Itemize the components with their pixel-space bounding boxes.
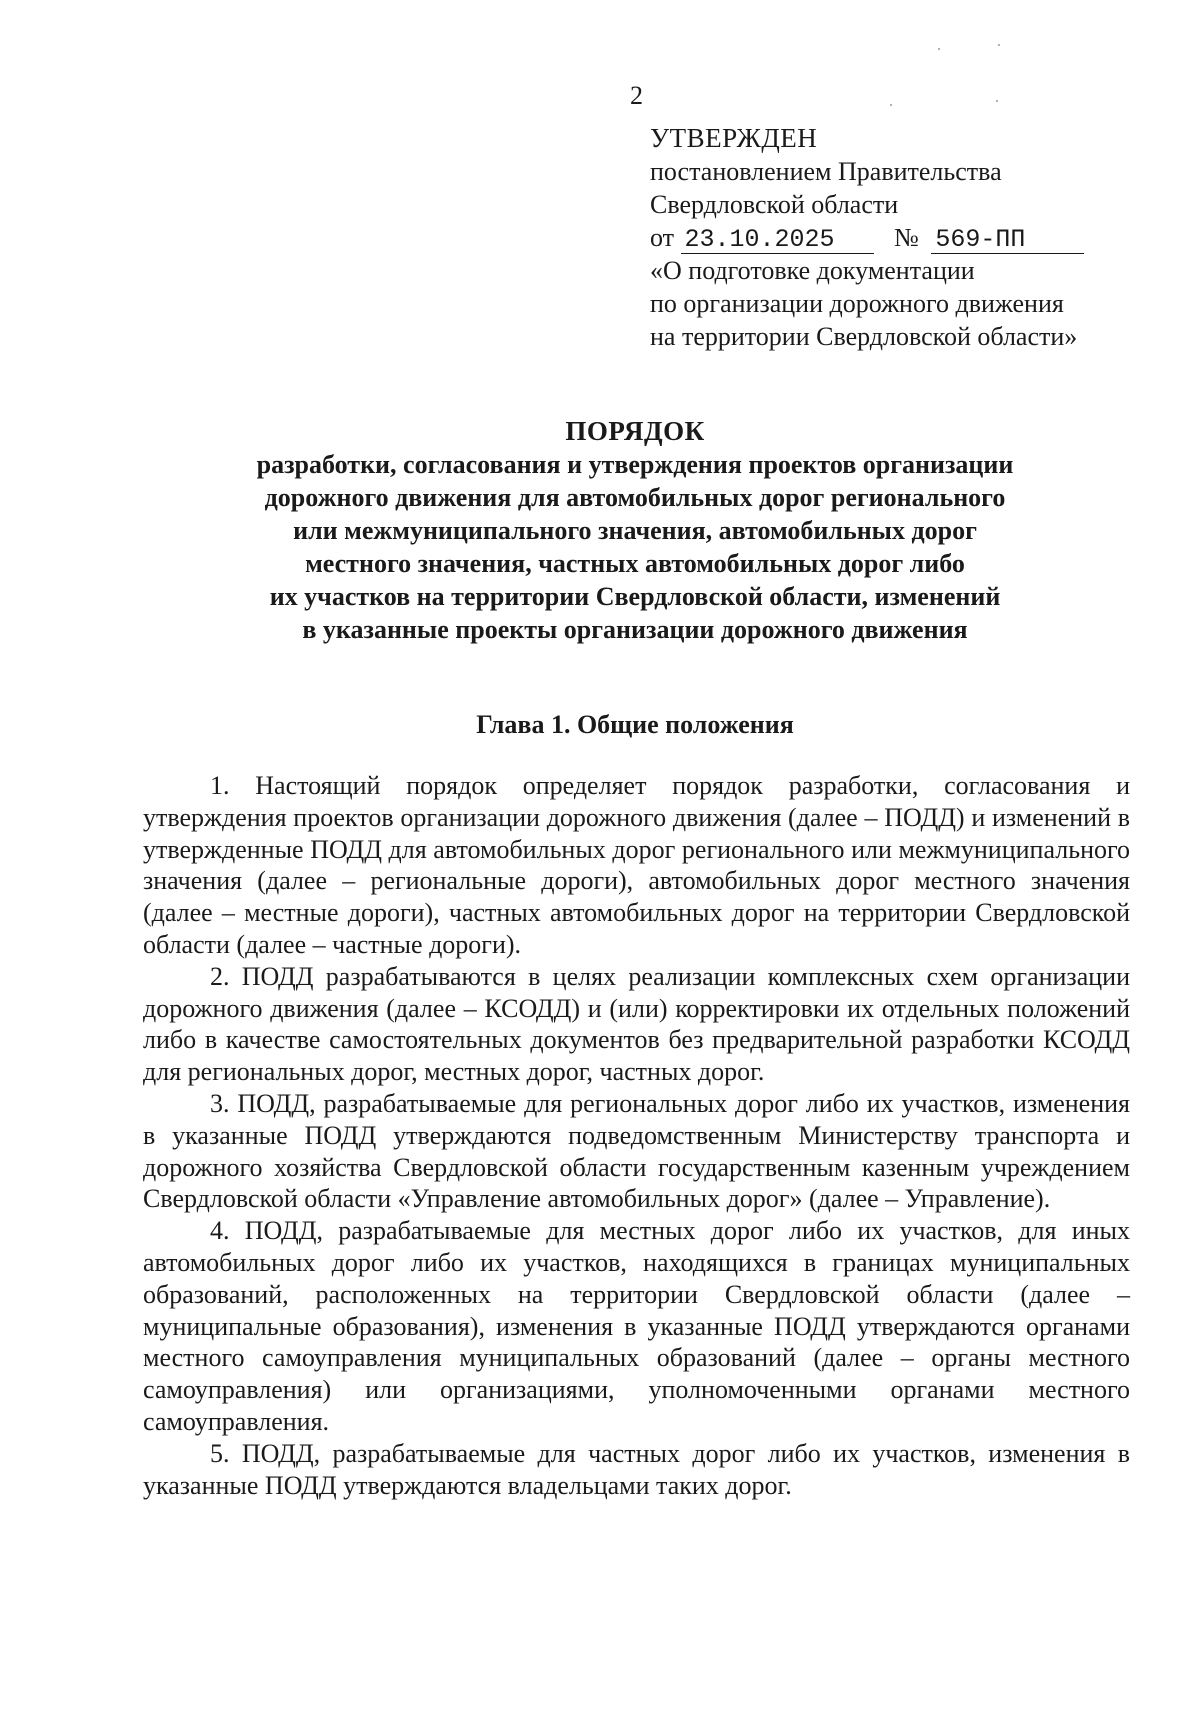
title-line: разработки, согласования и утверждения проектов организации — [256, 450, 1014, 479]
title-line: в указанные проекты организации дорожного движения — [302, 615, 968, 644]
approval-stamp — [650, 122, 1170, 353]
paragraph-4: 4. ПОДД, разрабатываемые для местных дорог либо их участков, для иных автомобильных дорог либо их участков, находящихся в границах муниципальных образований, расположенных на территории Свердловской области (далее – муниципальные образования), изменения в указанные ПОДД утверждаются органами местного самоуправления муниципальных образований (далее – органы местного самоуправления) или организациями, уполномоченными органами местного самоуправления. — [143, 1216, 1130, 1436]
title-line: их участков на территории Свердловской области, изменений — [269, 582, 1001, 611]
date-prefix: от — [650, 223, 675, 252]
title-line: или межмуниципального значения, автомобильных дорог — [293, 516, 977, 545]
paragraph-1: 1. Настоящий порядок определяет порядок разработки, согласования и утверждения проектов организации дорожного движения (далее – ПОДД) и изменений в утвержденные ПОДД для автомобильных дорог регионального или межмуниципального значения (далее – региональные дороги), автомобильных дорог местного значения (далее – местные дороги), частных автомобильных дорог на территории Свердловской области (далее – частные дороги). — [143, 771, 1130, 959]
approval-quote-line-2: по организации дорожного движения — [650, 289, 1064, 318]
document-title — [140, 415, 1130, 646]
chapter-heading: Глава 1. Общие положения — [476, 710, 794, 739]
paragraph-2: 2. ПОДД разрабатываются в целях реализации комплексных схем организации дорожного движения (далее – КСОДД) и (или) корректировки их отдельных положений либо в качестве самостоятельных документов без предварительной разработки КСОДД для региональных дорог, местных дорог, частных дорог. — [143, 961, 1130, 1087]
approval-date-line — [650, 221, 1170, 254]
scan-speck — [998, 44, 1000, 46]
scan-speck — [890, 104, 892, 106]
scan-speck — [938, 48, 940, 50]
body-text — [143, 770, 1130, 1501]
number-sign: № — [894, 223, 919, 252]
date-value: 23.10.2025 — [681, 227, 874, 254]
approval-quote-line-3: на территории Свердловской области» — [650, 322, 1078, 351]
approval-heading: УТВЕРЖДЕН — [650, 123, 818, 153]
title-main: ПОРЯДОК — [565, 416, 705, 446]
paragraph-5: 5. ПОДД, разрабатываемые для частных дорог либо их участков, изменения в указанные ПОДД утверждаются владельцами таких дорог. — [143, 1438, 1130, 1500]
scan-speck — [996, 100, 998, 102]
approval-line-2: Свердловской области — [650, 190, 899, 219]
number-value: 569-ПП — [931, 227, 1084, 254]
approval-quote-line-1: «О подготовке документации — [650, 256, 975, 285]
paragraph-3: 3. ПОДД, разрабатываемые для региональных дорог либо их участков, изменения в указанные ПОДД утверждаются подведомственным Министерству транспорта и дорожного хозяйства Свердловской области государственным казенным учреждением Свердловской области «Управление автомобильных дорог» (далее – Управление). — [143, 1088, 1130, 1214]
approval-line-1: постановлением Правительства — [650, 157, 1002, 186]
title-line: местного значения, частных автомобильных дорог либо — [305, 549, 965, 578]
title-line: дорожного движения для автомобильных дорог регионального — [264, 483, 1006, 512]
page-number: 2 — [630, 81, 643, 110]
